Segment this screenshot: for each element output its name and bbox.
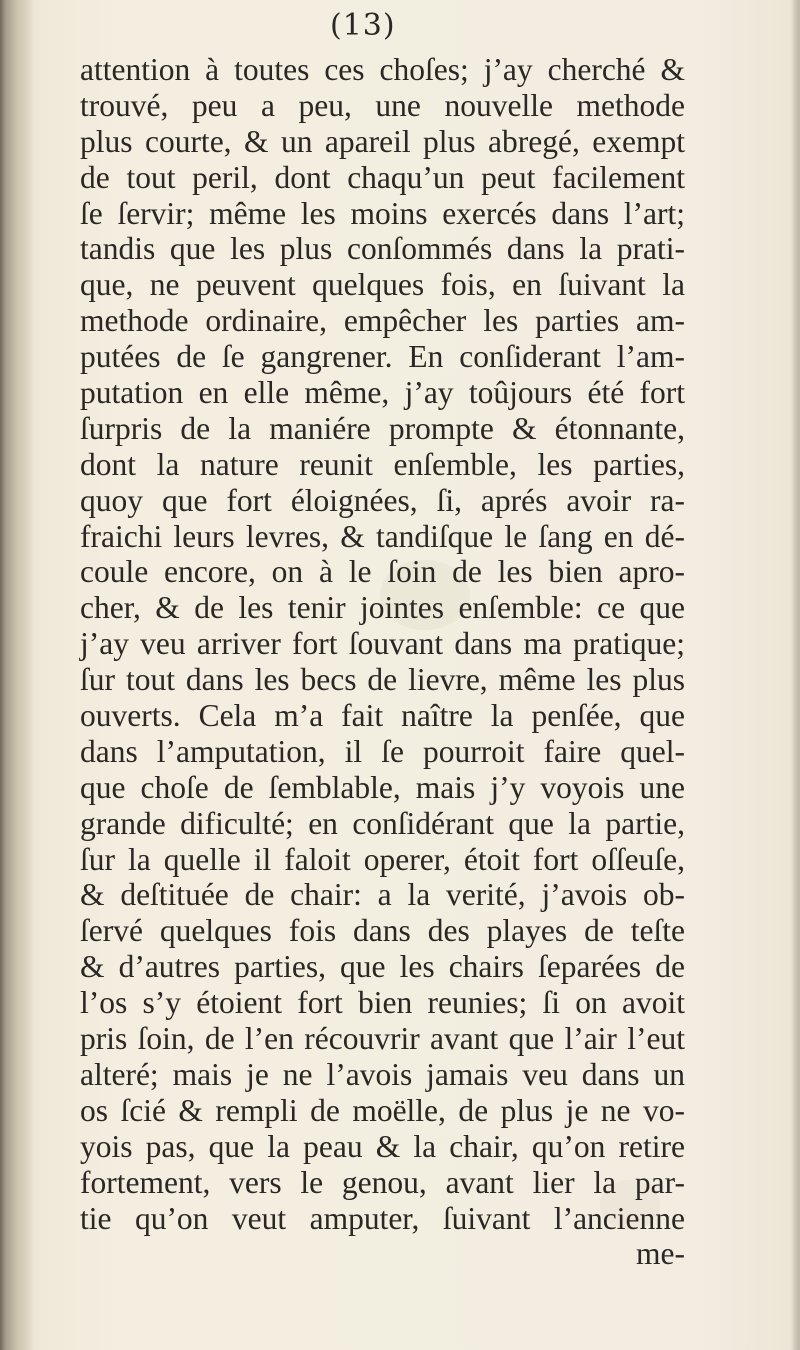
text-line: ſe ſervir; même les moins exercés dans l’art; bbox=[80, 195, 685, 231]
text-line: de tout peril, dont chaqu’un peut facilement bbox=[80, 159, 685, 195]
text-line: tandis que les plus conſommés dans la prati- bbox=[80, 231, 685, 267]
page-edge bbox=[792, 0, 800, 1350]
text-line: ſervé quelques fois dans des playes de teſte bbox=[80, 913, 685, 949]
text-line: attention à toutes ces choſes; j’ay cherché & bbox=[80, 52, 685, 87]
text-line: ſurpris de la maniére prompte & étonnante, bbox=[80, 410, 685, 446]
text-line: alteré; mais je ne l’avois jamais veu dans un bbox=[80, 1056, 685, 1092]
text-line: grande dificulté; en conſidérant que la partie, bbox=[80, 805, 685, 841]
text-line: & d’autres parties, que les chairs ſeparées de bbox=[80, 949, 685, 985]
body-text bbox=[80, 52, 685, 1272]
text-line: methode ordinaire, empêcher les parties am- bbox=[80, 303, 685, 339]
text-line: yois pas, que la peau & la chair, qu’on retire bbox=[80, 1128, 685, 1164]
text-line: tie qu’on veut amputer, ſuivant l’ancienne bbox=[80, 1200, 685, 1236]
text-line: ſur tout dans les becs de lievre, même les plus bbox=[80, 662, 685, 698]
text-line: fraichi leurs levres, & tandiſque le ſang en dé- bbox=[80, 518, 685, 554]
text-line: que, ne peuvent quelques fois, en ſuivant la bbox=[80, 267, 685, 303]
text-line: dont la nature reunit enſemble, les parties, bbox=[80, 446, 685, 482]
text-line: fortement, vers le genou, avant lier la par- bbox=[80, 1164, 685, 1200]
text-line: putées de ſe gangrener. En conſiderant l’am- bbox=[80, 339, 685, 375]
text-line: l’os s’y étoient fort bien reunies; ſi on avoit bbox=[80, 985, 685, 1021]
text-line: que choſe de ſemblable, mais j’y voyois une bbox=[80, 769, 685, 805]
binding-gutter-shadow bbox=[0, 0, 34, 1350]
page-number: (13) bbox=[330, 8, 396, 43]
text-line: pris ſoin, de l’en récouvrir avant que l’air l’eut bbox=[80, 1021, 685, 1057]
text-line: coule encore, on à le ſoin de les bien apro- bbox=[80, 554, 685, 590]
text-line: ſur la quelle il faloit operer, étoit fort oſſeuſe, bbox=[80, 841, 685, 877]
text-line: putation en elle même, j’ay toûjours été fort bbox=[80, 375, 685, 411]
catchword: me- bbox=[636, 1236, 685, 1272]
text-line: plus courte, & un apareil plus abregé, exempt bbox=[80, 123, 685, 159]
text-line: trouvé, peu a peu, une nouvelle methode bbox=[80, 87, 685, 123]
text-line: ouverts. Cela m’a fait naître la penſée, que bbox=[80, 698, 685, 734]
text-line: j’ay veu arriver fort ſouvant dans ma pratique; bbox=[80, 626, 685, 662]
text-line: & deſtituée de chair: a la verité, j’avois ob- bbox=[80, 877, 685, 913]
text-line: os ſcié & rempli de moëlle, de plus je ne vo- bbox=[80, 1092, 685, 1128]
text-line: quoy que fort éloignées, ſi, aprés avoir ra- bbox=[80, 482, 685, 518]
text-line: dans l’amputation, il ſe pourroit faire quel- bbox=[80, 733, 685, 769]
text-line: cher, & de les tenir jointes enſemble: ce que bbox=[80, 590, 685, 626]
